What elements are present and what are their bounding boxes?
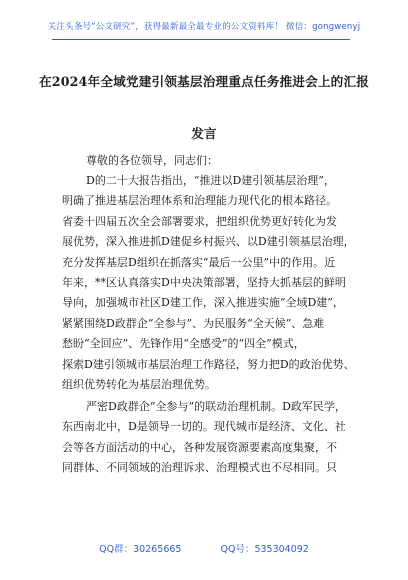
- document-title: 在2024年全域党建引领基层治理重点任务推进会上的汇报: [38, 74, 370, 89]
- paragraph-line: 导向，加强城市社区D建工作，深入推进实施“全域D建”，: [62, 296, 344, 310]
- paragraph-1: [62, 171, 362, 395]
- paragraph-line: 严密D政群企“全参与”的联动治理机制。D政军民学，: [86, 400, 346, 413]
- header-banner: 关注头条号“公文研究”，获得最新最全最专业的公文资料库！ 微信：gongwenyj: [47, 22, 361, 32]
- paragraph-line: 紧紧围绕D政群企“全参与”、为民服务“全天候”、急难: [62, 316, 325, 330]
- paragraph-2: [62, 397, 362, 479]
- greeting: [62, 151, 362, 171]
- paragraph-line: 年来，**区认真落实D中央决策部署，坚持大抓基层的鲜明: [62, 276, 346, 290]
- qq-number-text: QQ号：535304092: [220, 544, 309, 555]
- paragraph-line: D的二十大报告指出，“推进以D建引领基层治理”，: [86, 174, 335, 187]
- paragraph-line: 省委十四届五次全会部署要求，把组织优势更好转化为发: [62, 214, 337, 228]
- qq-group-text: QQ群：30265665: [99, 544, 182, 555]
- paragraph-line: 愁盼“全回应”、先锋作用“全感受”的“四全”模式，: [62, 337, 305, 351]
- paragraph-line: 组织优势转化为基层治理优势。: [62, 378, 216, 392]
- header-divider: [52, 39, 350, 40]
- paragraph-line: 展优势，深入推进抓D建促乡村振兴、以D建引领基层治理，: [62, 235, 355, 249]
- paragraph-line: 东西南北中，D是领导一切的。现代城市是经济、文化、社: [62, 420, 346, 434]
- footer-contacts: [0, 541, 408, 555]
- paragraph-line: 充分发挥基层D组织在抓落实“最后一公里”中的作用。近: [62, 255, 336, 269]
- document-title-continued: 发言: [191, 126, 217, 141]
- paragraph-line: 明确了推进基层治理体系和治理能力现代化的根本路径。: [62, 194, 337, 208]
- paragraph-line: 会等各方面活动的中心，各种发展资源要素高度集聚，不: [62, 440, 337, 454]
- greeting-text: 尊敬的各位领导，同志们：: [86, 154, 218, 167]
- paragraph-line: 探索D建引领城市基层治理工作路径，努力把D的政治优势、: [62, 357, 355, 371]
- paragraph-line: 同群体、不同领域的治理诉求、治理模式也不尽相同。只: [62, 461, 337, 475]
